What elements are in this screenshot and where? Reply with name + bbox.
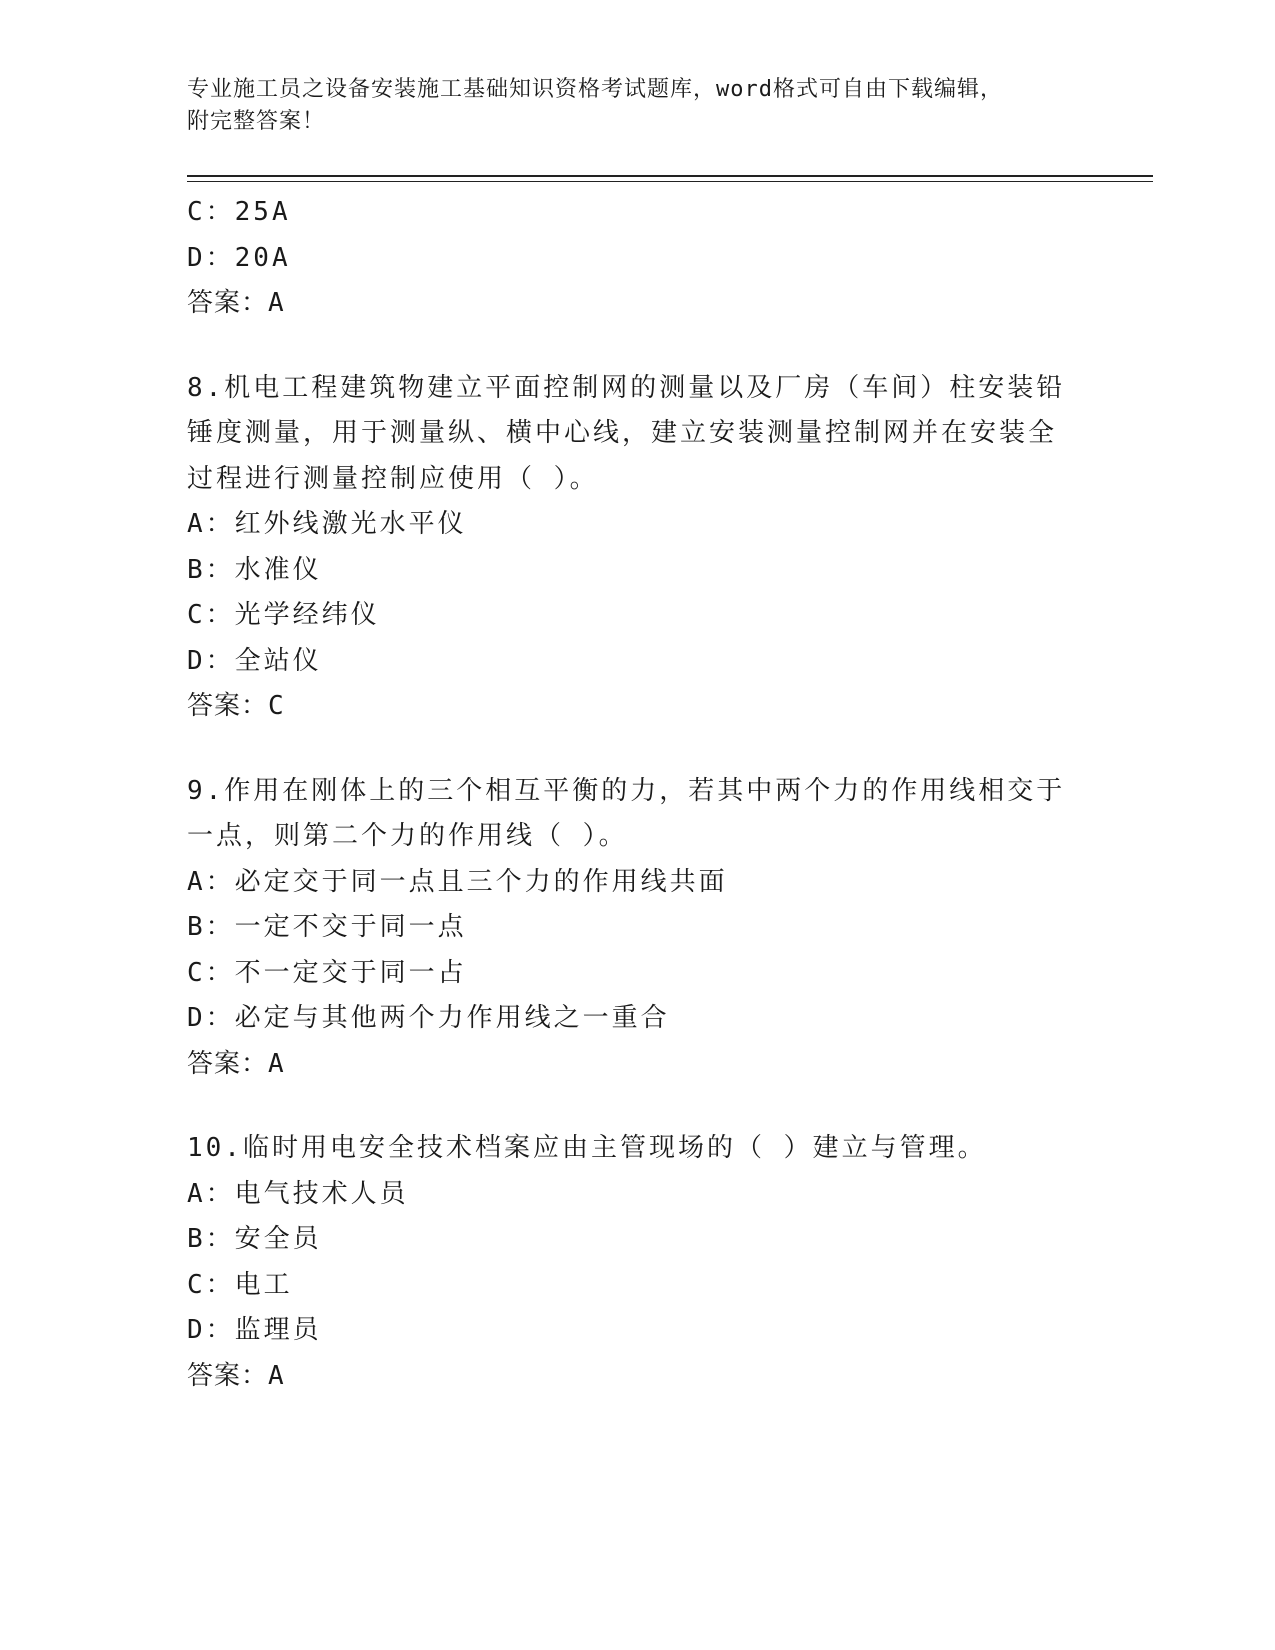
option-b: B：水准仪 bbox=[187, 554, 322, 585]
option-c: C：25A bbox=[187, 197, 291, 227]
option-a: A：电气技术人员 bbox=[187, 1178, 409, 1209]
question-text-line: 一点，则第二个力的作用线（ ）。 bbox=[187, 821, 628, 851]
question-list bbox=[187, 190, 1153, 1399]
option-d: D：20A bbox=[187, 242, 291, 273]
answer: 答案：A bbox=[187, 288, 285, 318]
question-10 bbox=[187, 1126, 1153, 1399]
question-8 bbox=[187, 366, 1153, 730]
question-text-line: 10.临时用电安全技术档案应由主管现场的（ ）建立与管理。 bbox=[187, 1133, 987, 1163]
option-c: C：不一定交于同一占 bbox=[187, 957, 467, 988]
answer: 答案：A bbox=[187, 1048, 285, 1079]
question-text-line: 8.机电工程建筑物建立平面控制网的测量以及厂房（车间）柱安装铅 bbox=[187, 372, 1066, 403]
page-header bbox=[187, 74, 1067, 138]
question-9 bbox=[187, 769, 1153, 1088]
option-a: A：必定交于同一点且三个力的作用线共面 bbox=[187, 866, 728, 897]
option-b: B：安全员 bbox=[187, 1224, 322, 1254]
answer: 答案：A bbox=[187, 1360, 285, 1391]
option-c: C：电工 bbox=[187, 1269, 293, 1300]
question-text-line: 9.作用在刚体上的三个相互平衡的力，若其中两个力的作用线相交于 bbox=[187, 775, 1066, 806]
option-d: D：全站仪 bbox=[187, 645, 322, 676]
option-d: D：必定与其他两个力作用线之一重合 bbox=[187, 1003, 670, 1033]
answer: 答案：C bbox=[187, 691, 285, 721]
header-line-2: 附完整答案！ bbox=[187, 109, 326, 134]
question-text-line: 过程进行测量控制应使用（ ）。 bbox=[187, 463, 599, 494]
option-b: B：一定不交于同一点 bbox=[187, 912, 467, 942]
header-rule-thin bbox=[187, 181, 1153, 182]
option-a: A：红外线激光水平仪 bbox=[187, 509, 467, 539]
header-rule-thick bbox=[187, 175, 1153, 177]
header-line-1: 专业施工员之设备安装施工基础知识资格考试题库，word格式可自由下载编辑， bbox=[187, 77, 1003, 102]
option-d: D：监理员 bbox=[187, 1315, 322, 1345]
question-text-line: 锤度测量，用于测量纵、横中心线，建立安装测量控制网并在安装全 bbox=[187, 418, 1058, 448]
option-c: C：光学经纬仪 bbox=[187, 600, 380, 630]
question-continued bbox=[187, 190, 1153, 327]
